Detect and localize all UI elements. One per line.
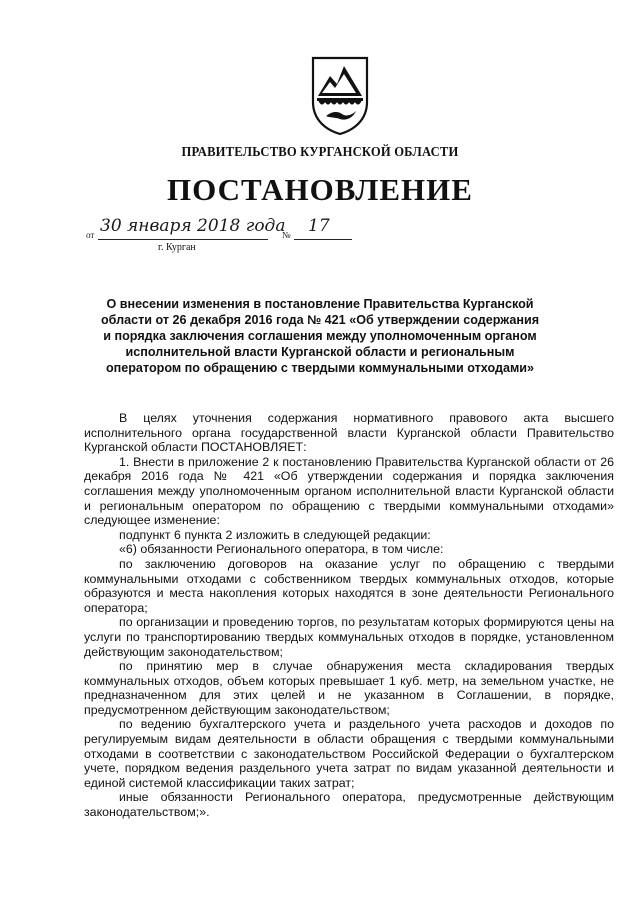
handwritten-number: 17 [308,216,330,236]
number-underline [294,239,352,240]
handwritten-date: 30 января 2018 года [100,216,286,236]
body-paragraph-obligation-tenders: по организации и проведению торгов, по результатам которых формируются цены на услуги по транспортированию твердых коммунальных отходов в порядке, установленном действующим законодательством; [84,615,614,659]
document-type-title: ПОСТАНОВЛЕНИЕ [167,172,473,207]
body-paragraph-obligation-contracts: по заключению договоров на оказание услуг по обращению с твердыми коммунальными отходами с собственником твердых коммунальных отходов, которые образуются и места накопления которых находятся в зоне деятельности Регионального оператора; [84,556,614,615]
body-paragraph-obligation-accounting: по ведению бухгалтерского учета и раздельного учета расходов и доходов по регулируемым видам деятельности в области обращения с твердыми коммунальными отходами в соответствии с законодательством Российской Федерации о бухгалтерском учете, порядком ведения раздельного учета затрат по видам указанной деятельности и единой системой классификации таких затрат; [84,717,614,790]
body-paragraph-preamble: В целях уточнения содержания нормативного правового акта высшего исполнительного органа государственной власти Курганской области Правительство Курганской области ПОСТАНОВЛЯЕТ: [84,411,614,455]
city-label: г. Курган [158,242,196,253]
body-paragraph-item-1: 1. Внести в приложение 2 к постановлению Правительства Курганской области от 26 декабря 2016 года № 421 «Об утверждении содержания и порядка заключения соглашения между уполномоченным органом исполнительной власти Курганской области и региональным оператором по обращению с твердыми коммунальными отходами» следующее изменение: [84,454,614,528]
date-from-label: от [86,230,95,240]
document-body [84,411,614,820]
body-paragraph-obligation-other: иные обязанности Регионального оператора, предусмотренные действующим законодательством;». [84,790,614,820]
body-paragraph-obligation-dumping: по принятию мер в случае обнаружения места складирования твердых коммунальных отходов, объем которых превышает 1 куб. метр, на земельном участке, не предназначенном для этих целей и не указанном в Соглашении, в порядке, предусмотренном действующим законодательством; [84,659,614,717]
body-paragraph-subpoint: подпункт 6 пункта 2 изложить в следующей редакции: [119,527,431,542]
date-underline [98,239,268,240]
document-subject: О внесении изменения в постановление Правительства Курганской области от 26 декабря 2016 года № 421 «Об утверждении содержания и порядка заключения соглашения между уполномоченным органом исполнительной власти Курганской области и региональным оператором по обращению с твердыми коммунальными отходами» [100,297,540,375]
number-label: № [282,230,291,240]
document-meta [86,216,386,258]
coat-of-arms-emblem [310,56,370,136]
body-paragraph-obligations-intro: «6) обязанности Регионального оператора, в том числе: [119,542,444,557]
government-title: ПРАВИТЕЛЬСТВО КУРГАНСКОЙ ОБЛАСТИ [181,145,459,160]
